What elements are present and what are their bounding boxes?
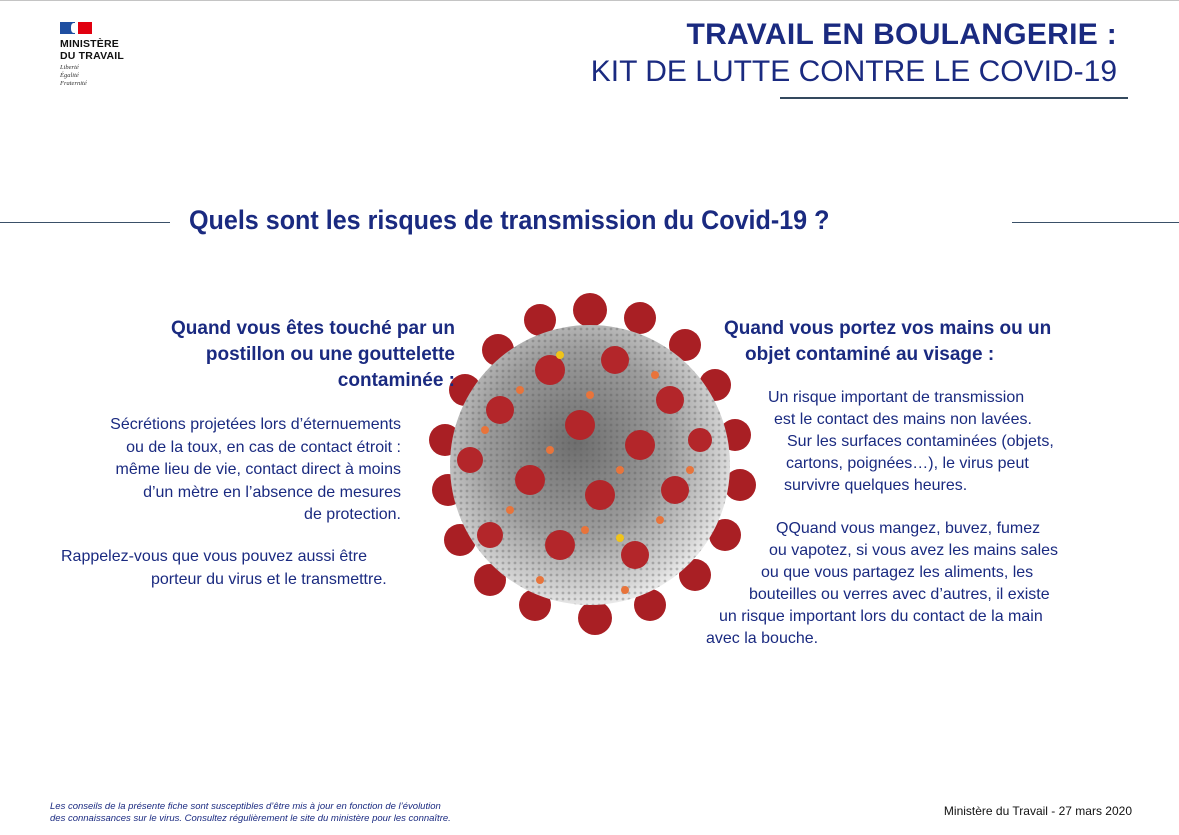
section-heading: Quels sont les risques de transmission du Covid-19 ? <box>189 205 830 235</box>
section-rule-left <box>0 222 170 223</box>
droplet-risk-heading: Quand vous êtes touché par un postillon ou une gouttelette contaminée : <box>171 318 455 391</box>
carrier-reminder-text: Rappelez-vous que vous pouvez aussi être porteur du virus et le transmettre. <box>61 548 387 588</box>
source-date: Ministère du Travail - 27 mars 2020 <box>943 804 1132 818</box>
republic-motto: Liberté Égalité Fraternité <box>60 64 87 87</box>
ministry-name: MINISTÈRE DU TRAVAIL <box>60 38 125 62</box>
page-subtitle: KIT DE LUTTE CONTRE LE COVID-19 <box>590 55 1117 88</box>
page-title: TRAVAIL EN BOULANGERIE : <box>686 18 1117 51</box>
droplet-risk-text: Sécrétions projetées lors d’éternuements ou de la toux, en cas de contact étroit : même lieu de vie, contact direct à moins d’un mètre en l’absence de mesures de protection. <box>110 416 401 523</box>
eating-risk-text: QQuand vous mangez, buvez, fumez ou vapotez, si vous avez les mains sales ou que vous partagez les aliments, les bouteilles ou verres avec d’autres, il existe un risque important lors du contact de la main avec la bouche. <box>706 520 1059 647</box>
top-border <box>0 0 1179 1</box>
hand-contact-risk-heading: Quand vous portez vos mains ou un objet contaminé au visage : <box>724 318 1052 365</box>
section-rule-right <box>1012 222 1179 223</box>
marianne-flag-icon <box>60 22 92 34</box>
title-divider <box>780 97 1128 99</box>
ministry-logo <box>60 22 150 88</box>
update-disclaimer: Les conseils de la présente fiche sont susceptibles d’être mis à jour en fonction de l’évolution des connaissances sur le virus. Consultez régulièrement le site du ministère pour les connaître. <box>50 801 451 824</box>
hand-contact-risk-text: Un risque important de transmission est le contact des mains non lavées. Sur les surfaces contaminées (objets, cartons, poignées…), le virus peut survivre quelques heures. <box>768 389 1054 494</box>
